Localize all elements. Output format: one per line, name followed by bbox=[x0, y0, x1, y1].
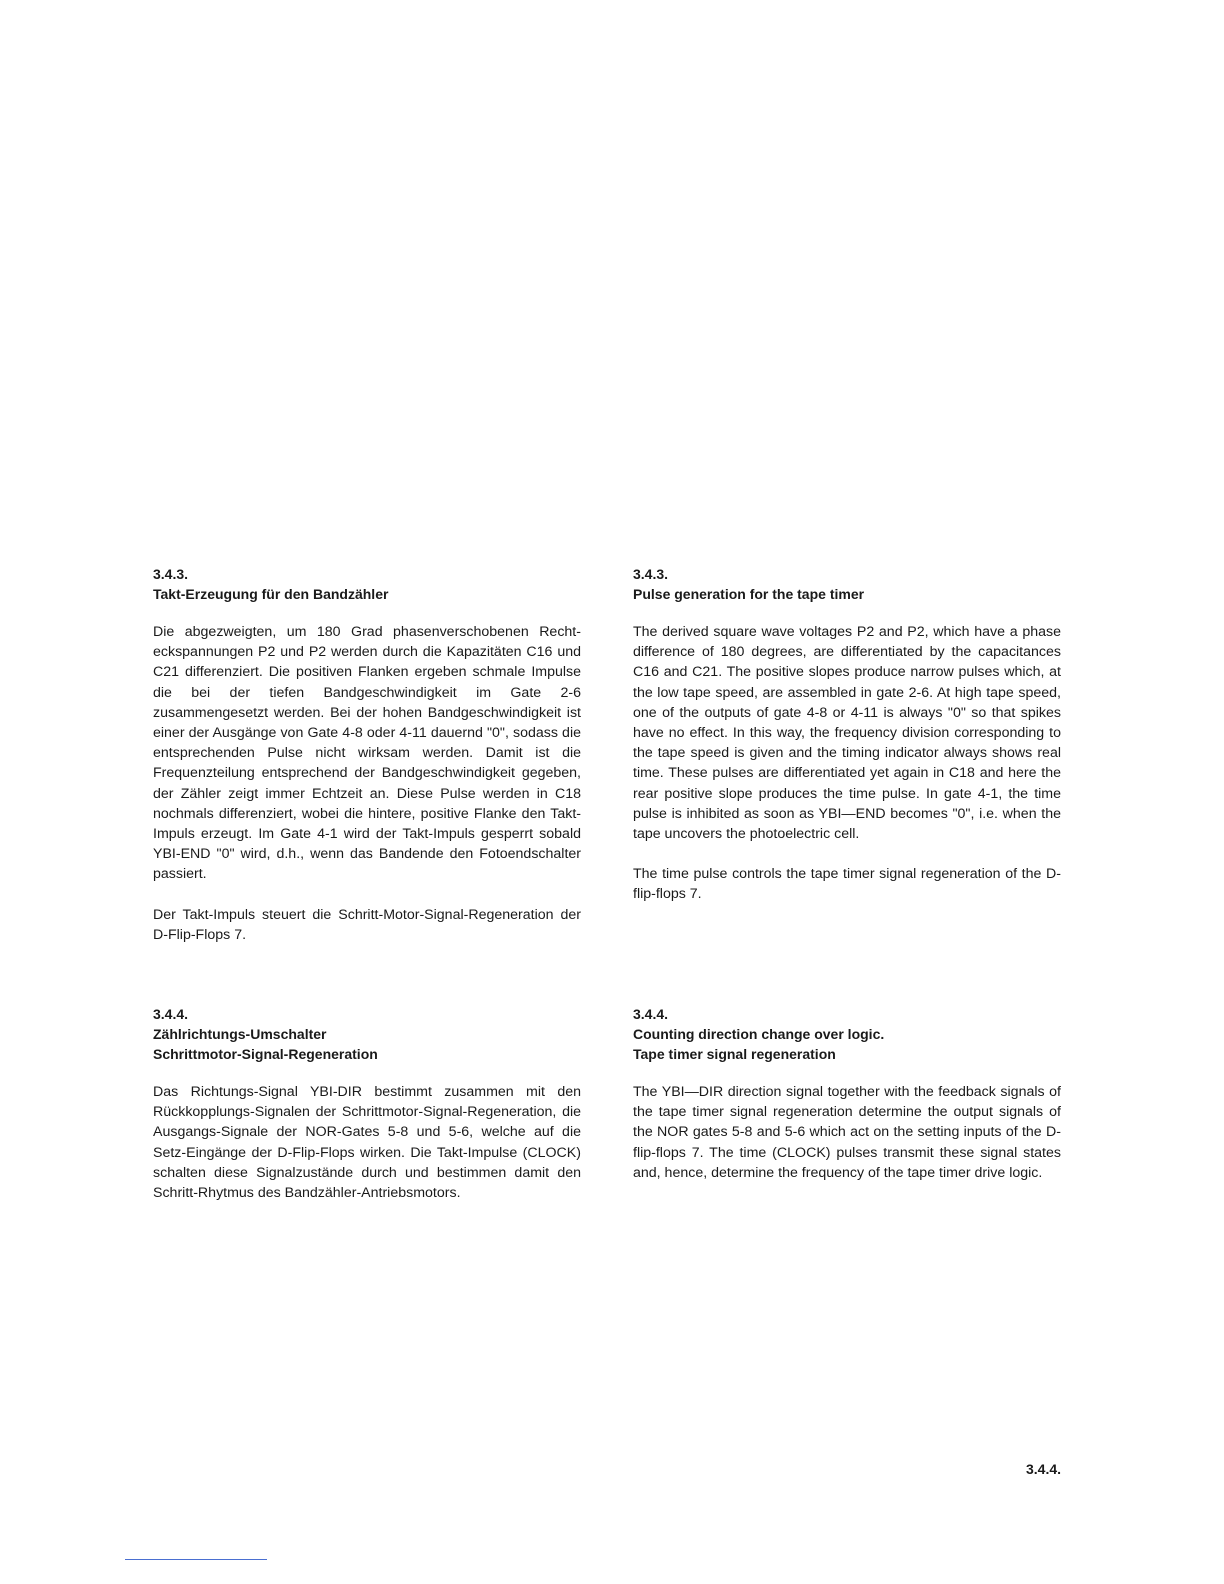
section-title-line: Schrittmotor-Signal-Regeneration bbox=[153, 1046, 378, 1062]
paragraph: The YBI—DIR direction signal together with the feedback signals of the tape timer signal regeneration determine the output signals of the NOR gates 5-8 and 5-6 which act on the setting inputs of the D-flip-flops 7. The time (CLOCK) pulses transmit these signal states and, hence, determine the frequency of the tape timer drive logic. bbox=[633, 1084, 1061, 1181]
paragraph: Die abgezweigten, um 180 Grad phasenverschobenen Rechteckspannungen P2 und P2 werden durch die Kapazitäten C16 und C21 differenziert. Die positiven Flanken ergeben schmale Impulse die bei der tiefen Bandgeschwindigkeit im Gate 2-6 zusammengesetzt werden. Bei der hohen Bandgeschwindigkeit ist einer der Ausgänge von Gate 4-8 oder 4-11 dauernd "0", sodass die entsprechenden Pulse nicht wirksam werden. Damit ist die Frequenzteilung entsprechend der Bandgeschwindigkeit gegeben, der Zähler zeigt immer Echtzeit an. Diese Pulse werden in C18 nochmals differenziert, wobei die hintere, positive Flanke den Takt-Impuls erzeugt. Im Gate 4-1 wird der Takt-Impuls gesperrt sobald YBI-END "0" wird, d.h., wenn das Bandende den Fotoendschalter passiert. bbox=[153, 624, 581, 883]
section-3-4-3-german bbox=[153, 564, 581, 945]
section-title-line: Zählrichtungs-Umschalter bbox=[153, 1026, 327, 1042]
section-3-4-4-english bbox=[633, 1004, 1061, 1183]
section-number: 3.4.3. bbox=[633, 566, 669, 582]
section-title: Pulse generation for the tape timer bbox=[633, 586, 865, 602]
section-title-line: Tape timer signal regeneration bbox=[633, 1046, 836, 1062]
footer-rule bbox=[125, 1559, 267, 1560]
section-3-4-3-english bbox=[633, 564, 1061, 905]
paragraph: Das Richtungs-Signal YBI-DIR bestimmt zusammen mit den Rückkopplungs-Signalen der Schrittmotor-Signal-Regeneration, die Ausgangs-Signale der NOR-Gates 5-8 und 5-6, welche auf die Setz-Eingänge der D-Flip-Flops wirken. Die Takt-Impulse (CLOCK) schalten diese Signalzustände durch und bestimmen damit den Schritt-Rhytmus des Bandzähler-Antriebsmotors. bbox=[153, 1084, 581, 1202]
section-title: Takt-Erzeugung für den Bandzähler bbox=[153, 586, 389, 602]
section-number: 3.4.3. bbox=[153, 566, 189, 582]
paragraph: The time pulse controls the tape timer signal regeneration of the D-flip-flops 7. bbox=[633, 866, 1061, 903]
page-number: 3.4.4. bbox=[1026, 1461, 1062, 1477]
paragraph: Der Takt-Impuls steuert die Schritt-Motor-Signal-Regeneration der D-Flip-Flops 7. bbox=[153, 906, 581, 943]
paragraph: The derived square wave voltages P2 and P2, which have a phase difference of 180 degrees, are differentiated by the capacitances C16 and C21. The positive slopes produce narrow pulses which, at the low tape speed, are assembled in gate 2-6. At high tape speed, one of the outputs of gate 4-8 or 4-11 is always "0" so that spikes have no effect. In this way, the frequency division corresponding to the tape speed is given and the timing indicator always shows real time. These pulses are differentiated yet again in C18 and here the rear positive slope produces the time pulse. In gate 4-1, the time pulse is inhibited as soon as YBI—END becomes "0", i.e. when the tape uncovers the photoelectric cell. bbox=[633, 624, 1061, 843]
section-title bbox=[633, 1024, 1061, 1064]
section-3-4-4-german bbox=[153, 1004, 581, 1203]
section-number: 3.4.4. bbox=[153, 1006, 189, 1022]
section-title bbox=[153, 1024, 581, 1064]
section-number: 3.4.4. bbox=[633, 1006, 669, 1022]
section-title-line: Counting direction change over logic. bbox=[633, 1026, 885, 1042]
